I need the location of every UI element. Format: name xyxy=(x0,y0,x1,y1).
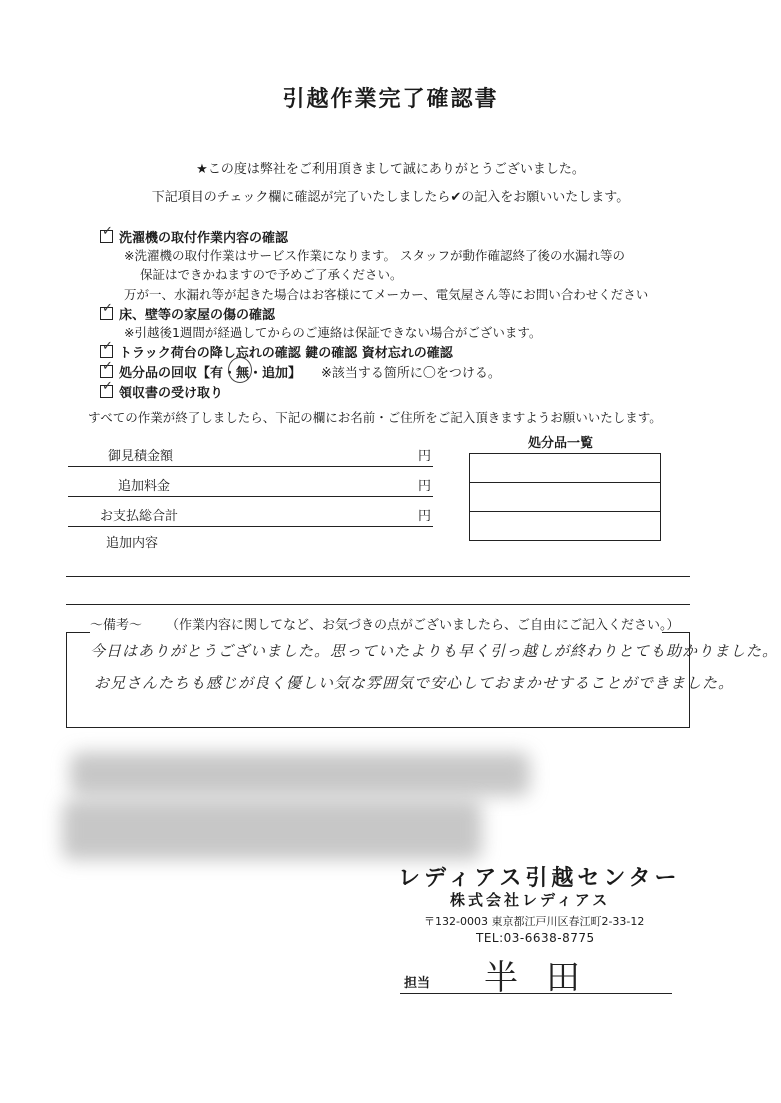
note-text: ※洗濯機の取付作業はサービス作業になります。 スタッフが動作確認終了後の水漏れ等の xyxy=(124,248,625,263)
yen-unit: 円 xyxy=(417,449,431,464)
check-item-disposal[interactable] xyxy=(100,359,501,381)
extra-fee-label: 追加料金 xyxy=(118,479,171,494)
company-name: レディアス引越センター xyxy=(398,866,681,891)
disposal-title: 処分品一覧 xyxy=(528,436,594,451)
remarks-handwriting: お兄さんたちも感じが良く優しい気な雰囲気で安心しておまかせすることができました。 xyxy=(94,674,735,692)
total-row xyxy=(68,504,433,527)
disposal-cell[interactable] xyxy=(470,483,660,512)
note-text: 万が一、水漏れ等が起きた場合はお客様にてメーカー、電気屋さん等にお問い合わせください xyxy=(124,287,649,302)
note-text: ※引越後1週間が経過してからのご連絡は保証できない場合がございます。 xyxy=(124,325,542,340)
check-suffix: ※該当する箇所に〇をつける。 xyxy=(321,366,501,381)
check-label: 床、壁等の家屋の傷の確認 xyxy=(119,308,276,323)
remarks-label: ～備考～ xyxy=(90,618,143,633)
staff-signature: 半田 xyxy=(484,958,608,998)
staff-label: 担当 xyxy=(404,976,431,991)
remarks-handwriting: 今日はありがとうございました。思っていたよりも早く引っ越しが終わりとても助かりました。 xyxy=(90,642,779,660)
disposal-cell[interactable] xyxy=(470,454,660,483)
company-address: 〒132-0003 東京都江戸川区春江町2-33-12 xyxy=(424,915,645,928)
divider xyxy=(66,604,690,605)
yen-unit: 円 xyxy=(417,479,431,494)
staff-line xyxy=(400,993,672,994)
divider xyxy=(66,576,690,577)
extra-fee-row xyxy=(68,474,433,497)
company-tel: TEL:03-6638-8775 xyxy=(476,931,595,945)
additional-label: 追加内容 xyxy=(106,536,159,551)
note-text: 保証はできかねますので予めご了承ください。 xyxy=(140,267,403,282)
check-label: 洗濯機の取付作業内容の確認 xyxy=(119,231,289,246)
check-item-washer[interactable] xyxy=(100,224,289,246)
disposal-table xyxy=(469,453,661,541)
selection-circle xyxy=(228,357,252,383)
checkbox[interactable]: ✓ xyxy=(100,385,113,398)
thanks-line: ★この度は弊社をご利用頂きまして誠にありがとうございました。 xyxy=(196,162,585,177)
check-item-truck[interactable] xyxy=(100,339,453,361)
fill-instruction: すべての作業が終了しましたら、下記の欄にお名前・ご住所をご記入頂きますようお願いいたします。 xyxy=(88,410,662,425)
company-corp: 株式会社レディアス xyxy=(450,891,611,909)
checkbox[interactable]: ✓ xyxy=(100,230,113,243)
blurred-customer-info xyxy=(70,752,530,796)
checkbox[interactable]: ✓ xyxy=(100,307,113,320)
check-label: 処分品の回収【有・無・追加】 xyxy=(119,366,302,381)
yen-unit: 円 xyxy=(417,509,431,524)
blurred-customer-info xyxy=(62,800,482,860)
estimate-row xyxy=(68,444,433,467)
check-item-receipt[interactable] xyxy=(100,379,224,401)
document-title: 引越作業完了確認書 xyxy=(282,87,499,112)
instruction-line: 下記項目のチェック欄に確認が完了いたしましたら✔の記入をお願いいたします。 xyxy=(151,190,630,205)
checkbox[interactable]: ✓ xyxy=(100,365,113,378)
check-label: 領収書の受け取り xyxy=(119,386,224,401)
checkbox[interactable]: ✓ xyxy=(100,345,113,358)
remarks-hint: （作業内容に関してなど、お気づきの点がございましたら、ご自由にご記入ください。） xyxy=(166,618,680,633)
check-label: トラック荷台の降し忘れの確認 鍵の確認 資材忘れの確認 xyxy=(119,346,453,361)
estimate-label: 御見積金額 xyxy=(108,449,174,464)
disposal-cell[interactable] xyxy=(470,512,660,540)
check-item-damage[interactable] xyxy=(100,301,276,323)
total-label: お支払総合計 xyxy=(100,509,179,524)
